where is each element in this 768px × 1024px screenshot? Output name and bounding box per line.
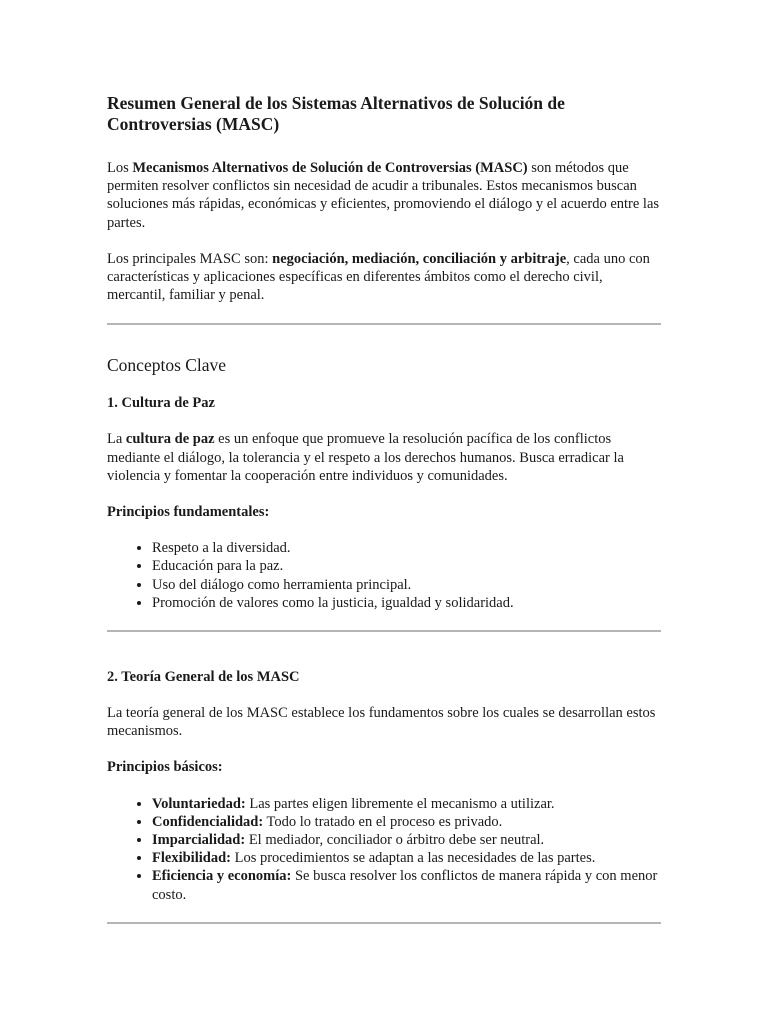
principle-desc: Las partes eligen libremente el mecanismo a utilizar. (245, 795, 555, 812)
divider-3 (107, 922, 661, 924)
list-item: • Respeto a la diversidad. (152, 539, 661, 557)
intro-p2-bold: negociación, mediación, conciliación y arbitraje (272, 250, 567, 267)
principle-term: Voluntariedad: (152, 795, 246, 812)
section-title: Conceptos Clave (107, 355, 227, 376)
cultura-post: es un enfoque que promueve la resolución pacífica de los conflictos mediante el diálogo, la tolerancia y el respeto a los derechos humanos. Busca erradicar la violencia y fomentar la cooperación entre individuos y comunidades. (107, 431, 624, 484)
divider-1 (107, 323, 661, 325)
list-item: • Uso del diálogo como herramienta principal. (152, 576, 661, 594)
intro-p2-pre: Los principales MASC son: (107, 250, 273, 267)
cultura-principles-label: Principios fundamentales: (107, 504, 270, 521)
list-item: • Promoción de valores como la justicia, igualdad y solidaridad. (152, 594, 661, 612)
cultura-pre: La (107, 431, 126, 448)
principle-term: Imparcialidad: (152, 832, 246, 849)
principle-desc: Los procedimientos se adaptan a las necesidades de las partes. (230, 850, 596, 867)
cultura-paragraph (107, 430, 661, 485)
principle-term: Flexibilidad: (152, 850, 231, 867)
intro-p1-bold: Mecanismos Alternativos de Solución de Controversias (MASC) (132, 160, 528, 176)
list-item (152, 831, 661, 849)
document-page (107, 0, 661, 924)
intro-p1-pre: Los (107, 160, 133, 176)
list-item (152, 813, 661, 831)
principle-term: Confidencialidad: (152, 813, 264, 830)
teoria-principles-label: Principios básicos: (107, 759, 223, 776)
cultura-heading: 1. Cultura de Paz (107, 395, 215, 412)
principle-desc: Se busca resolver los conflictos de manera rápida y con menor costo. (152, 868, 658, 903)
intro-p1-post: son métodos que permiten resolver conflictos sin necesidad de acudir a tribunales. Estos mecanismos buscan soluciones más rápidas, económicas y eficientes, promoviendo el diálogo y el acuerdo entre las partes. (107, 160, 660, 231)
principle-desc: El mediador, conciliador o árbitro debe ser neutral. (245, 832, 545, 849)
teoria-paragraph: La teoría general de los MASC establece los fundamentos sobre los cuales se desarrollan estos mecanismos. (107, 705, 656, 740)
intro-p2-post: , cada uno con características y aplicaciones específicas en diferentes ámbitos como el derecho civil, mercantil, familiar y penal. (107, 250, 650, 304)
divider-2 (107, 630, 661, 632)
list-item (152, 795, 661, 813)
teoria-heading: 2. Teoría General de los MASC (107, 669, 300, 686)
document-title: Resumen General de los Sistemas Alternativos de Solución de Controversias (MASC) (107, 93, 565, 134)
principle-term: Eficiencia y economía: (152, 868, 292, 885)
cultura-principles-list (107, 539, 661, 612)
list-item (152, 867, 661, 903)
intro-paragraph-1 (107, 159, 661, 232)
teoria-principles-list (107, 795, 661, 904)
list-item: • Educación para la paz. (152, 557, 661, 575)
cultura-bold: cultura de paz (125, 431, 215, 448)
list-item (152, 849, 661, 867)
principle-desc: Todo lo tratado en el proceso es privado. (263, 813, 503, 830)
intro-paragraph-2 (107, 250, 661, 305)
